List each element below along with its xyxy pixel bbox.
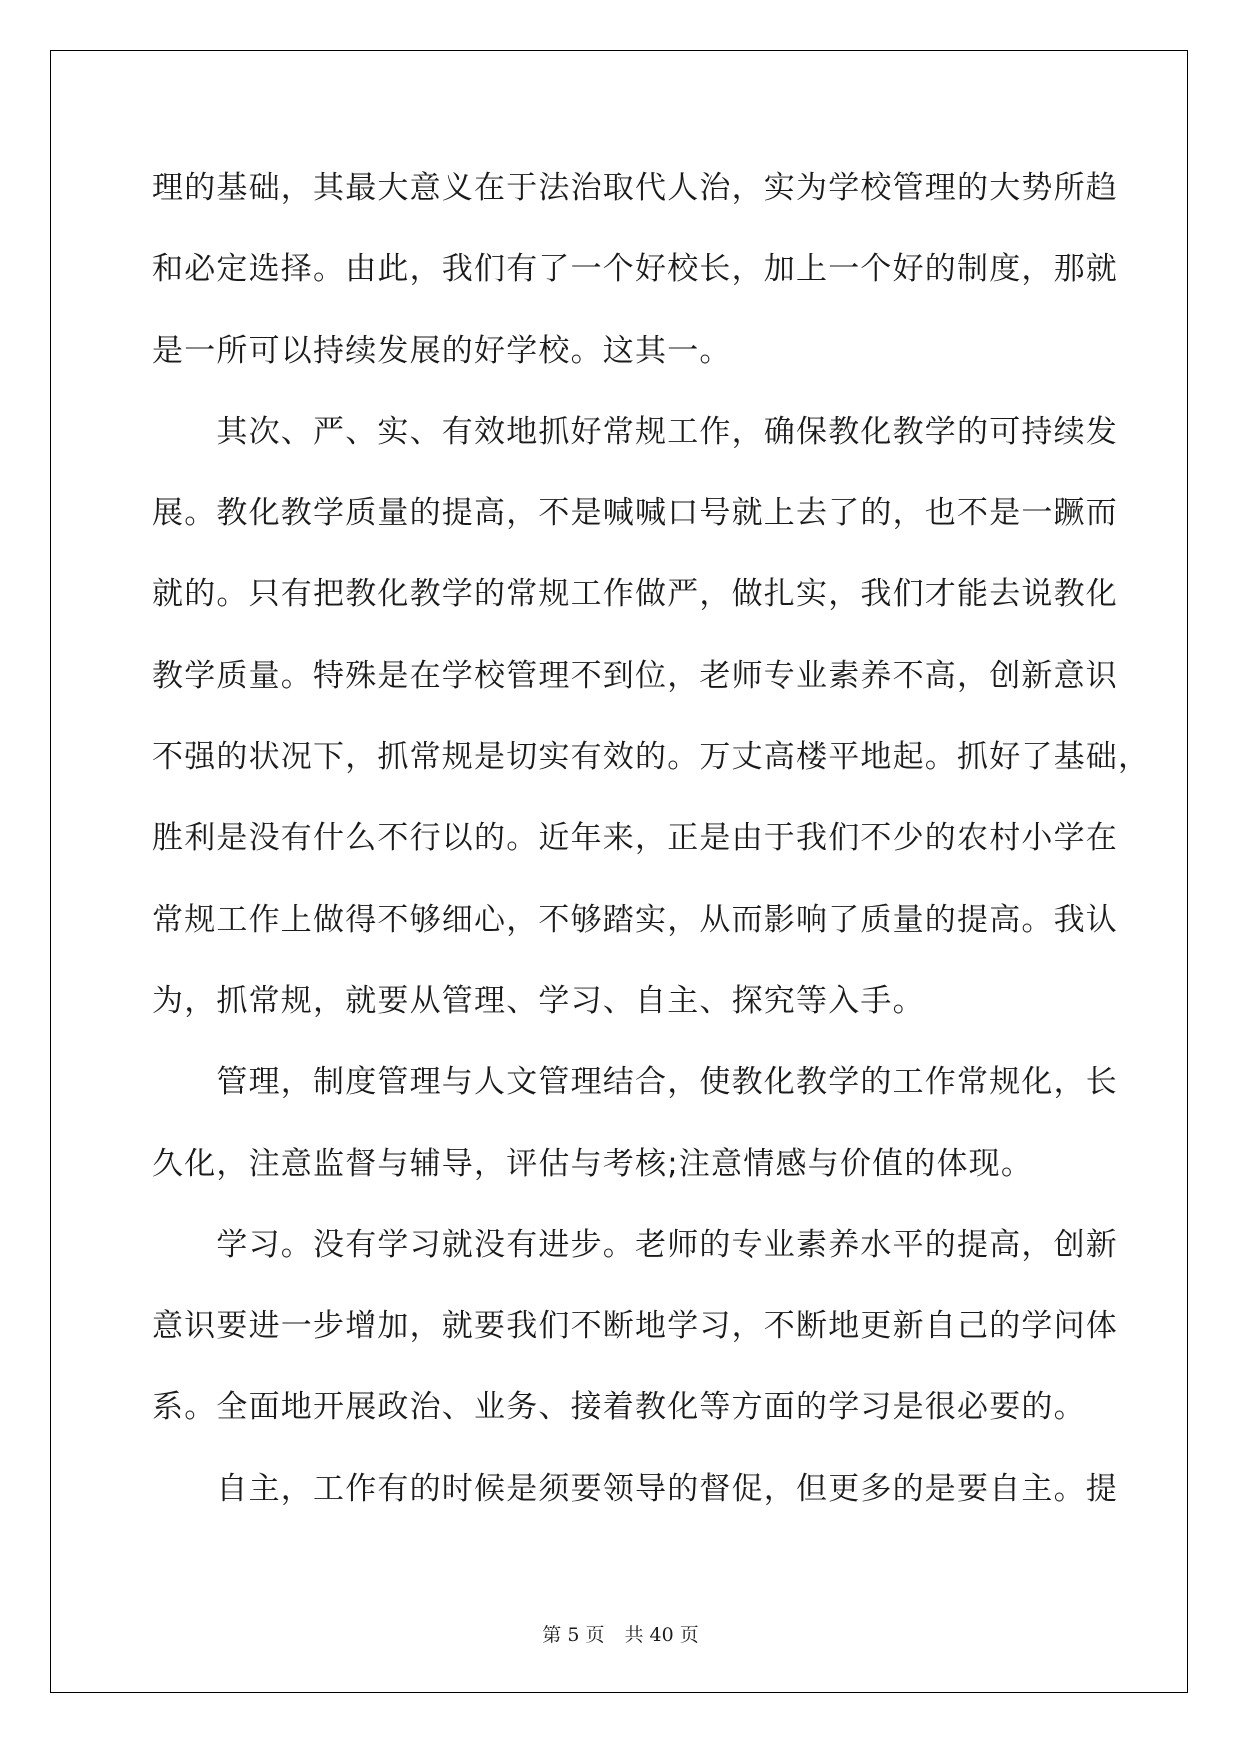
text-line: 展。教化教学质量的提高，不是喊喊口号就上去了的，也不是一蹶而 bbox=[152, 495, 1118, 532]
page-number: 第 5 页 bbox=[542, 1624, 605, 1646]
text-line: 意识要进一步增加，就要我们不断地学习，不断地更新自己的学问体 bbox=[152, 1308, 1118, 1345]
text-line: 教学质量。特殊是在学校管理不到位，老师专业素养不高，创新意识 bbox=[152, 657, 1118, 694]
page-footer bbox=[0, 1620, 1241, 1647]
document-body bbox=[152, 158, 1151, 1540]
text-line: 是一所可以持续发展的好学校。这其一。 bbox=[152, 332, 732, 369]
text-line: 自主，工作有的时候是须要领导的督促，但更多的是要自主。提 bbox=[152, 1470, 1118, 1507]
text-line: 为，抓常规，就要从管理、学习、自主、探究等入手。 bbox=[152, 982, 925, 1019]
text-line: 理的基础，其最大意义在于法治取代人治，实为学校管理的大势所趋 bbox=[152, 170, 1118, 206]
text-line: 久化，注意监督与辅导，评估与考核;注意情感与价值的体现。 bbox=[152, 1145, 1034, 1182]
page-total: 共 40 页 bbox=[624, 1624, 699, 1646]
text-line: 其次、严、实、有效地抓好常规工作，确保教化教学的可持续发 bbox=[152, 413, 1118, 450]
text-line: 和必定选择。由此，我们有了一个好校长，加上一个好的制度，那就 bbox=[152, 251, 1118, 288]
text-line: 管理，制度管理与人文管理结合，使教化教学的工作常规化，长 bbox=[152, 1064, 1118, 1101]
text-line: 学习。没有学习就没有进步。老师的专业素养水平的提高，创新 bbox=[152, 1226, 1118, 1263]
text-line: 就的。只有把教化教学的常规工作做严，做扎实，我们才能去说教化 bbox=[152, 576, 1118, 613]
text-line: 常规工作上做得不够细心，不够踏实，从而影响了质量的提高。我认 bbox=[152, 901, 1118, 938]
text-line: 胜利是没有什么不行以的。近年来，正是由于我们不少的农村小学在 bbox=[152, 820, 1118, 857]
text-line: 系。全面地开展政治、业务、接着教化等方面的学习是很必要的。 bbox=[152, 1389, 1086, 1426]
text-line: 不强的状况下，抓常规是切实有效的。万丈高楼平地起。抓好了基础， bbox=[152, 739, 1151, 776]
